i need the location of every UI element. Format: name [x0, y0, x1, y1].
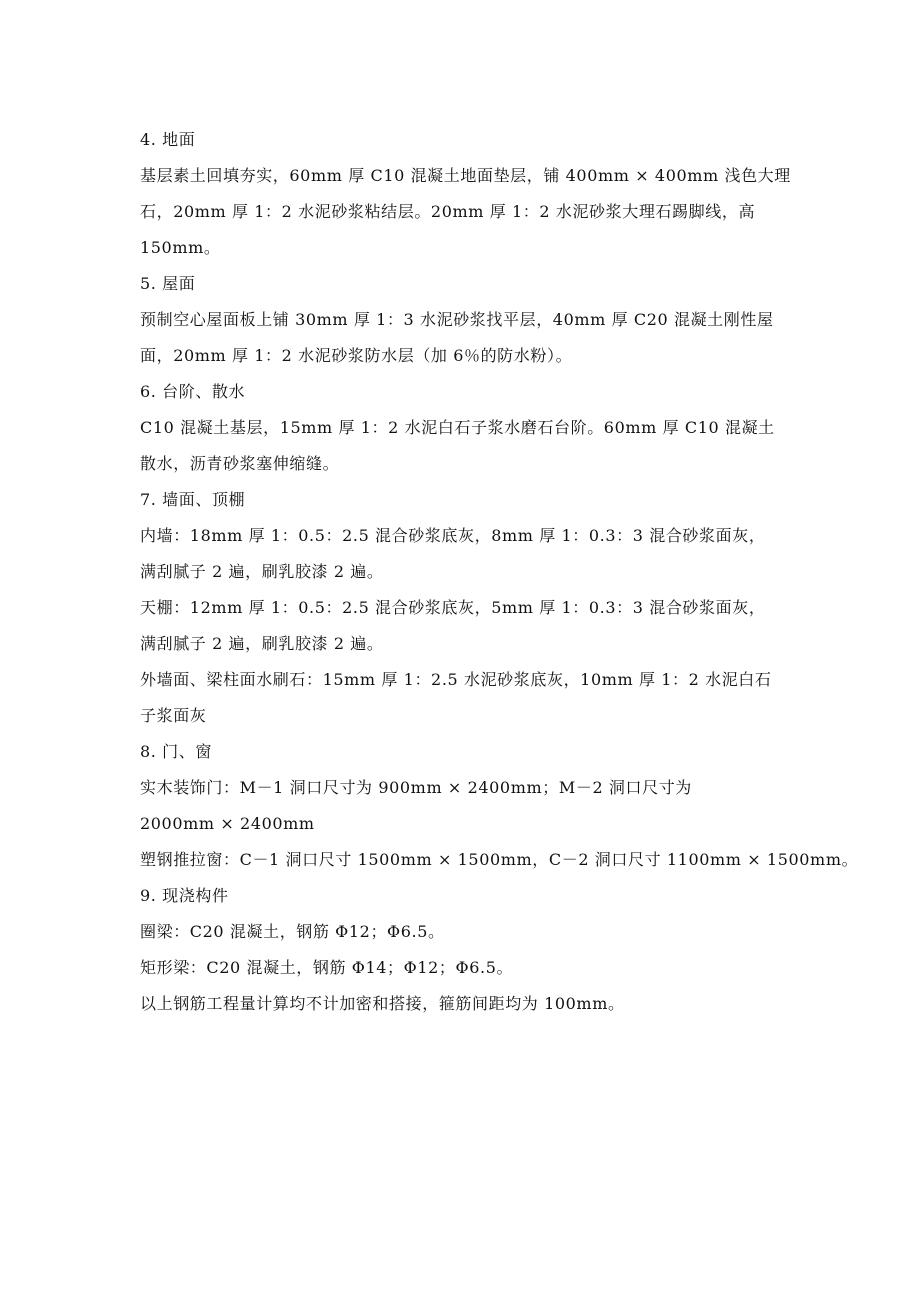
section-heading-walls-ceiling: 7. 墙面、顶棚: [140, 490, 246, 509]
paragraph-line: 预制空心屋面板上铺 30mm 厚 1：3 水泥砂浆找平层，40mm 厚 C20 混凝土刚性屋: [140, 310, 774, 329]
paragraph-line: 面，20mm 厚 1：2 水泥砂浆防水层（加 6％的防水粉）。: [140, 346, 573, 365]
paragraph-line: 实木装饰门：M－1 洞口尺寸为 900mm × 2400mm；M－2 洞口尺寸为: [140, 778, 692, 797]
paragraph-line: 散水，沥青砂浆塞伸缩缝。: [140, 454, 340, 473]
paragraph-line: 内墙：18mm 厚 1：0.5：2.5 混合砂浆底灰，8mm 厚 1：0.3：3 混合砂浆面灰，: [140, 526, 766, 545]
paragraph-line: 圈梁：C20 混凝土，钢筋 Φ12；Φ6.5。: [140, 922, 445, 941]
section-heading-steps-apron: 6. 台阶、散水: [140, 382, 246, 401]
paragraph-line: 150mm。: [140, 238, 221, 257]
section-heading-doors-windows: 8. 门、窗: [140, 742, 212, 761]
paragraph-line: 塑钢推拉窗：C－1 洞口尺寸 1500mm × 1500mm，C－2 洞口尺寸 1100mm × 1500mm。: [140, 850, 859, 869]
paragraph-line: 子浆面灰: [140, 706, 207, 725]
document-body: [140, 122, 859, 1022]
paragraph-line: 满刮腻子 2 遍，刷乳胶漆 2 遍。: [140, 634, 384, 653]
paragraph-line: C10 混凝土基层，15mm 厚 1：2 水泥白石子浆水磨石台阶。60mm 厚 C10 混凝土: [140, 418, 775, 437]
paragraph-line: 矩形梁：C20 混凝土，钢筋 Φ14；Φ12；Φ6.5。: [140, 958, 514, 977]
paragraph-line: 天棚：12mm 厚 1：0.5：2.5 混合砂浆底灰，5mm 厚 1：0.3：3 混合砂浆面灰，: [140, 598, 766, 617]
section-heading-floor: 4. 地面: [140, 130, 196, 149]
paragraph-line: 2000mm × 2400mm: [140, 814, 315, 833]
paragraph-line: 以上钢筋工程量计算均不计加密和搭接，箍筋间距均为 100mm。: [140, 994, 625, 1013]
paragraph-line: 基层素土回填夯实，60mm 厚 C10 混凝土地面垫层，铺 400mm × 400mm 浅色大理: [140, 166, 791, 185]
section-heading-roof: 5. 屋面: [140, 274, 196, 293]
paragraph-line: 石，20mm 厚 1：2 水泥砂浆粘结层。20mm 厚 1：2 水泥砂浆大理石踢脚线，高: [140, 202, 756, 221]
section-heading-cast-in-place: 9. 现浇构件: [140, 886, 229, 905]
paragraph-line: 满刮腻子 2 遍，刷乳胶漆 2 遍。: [140, 562, 384, 581]
paragraph-line: 外墙面、梁柱面水刷石：15mm 厚 1：2.5 水泥砂浆底灰，10mm 厚 1：2 水泥白石: [140, 670, 772, 689]
